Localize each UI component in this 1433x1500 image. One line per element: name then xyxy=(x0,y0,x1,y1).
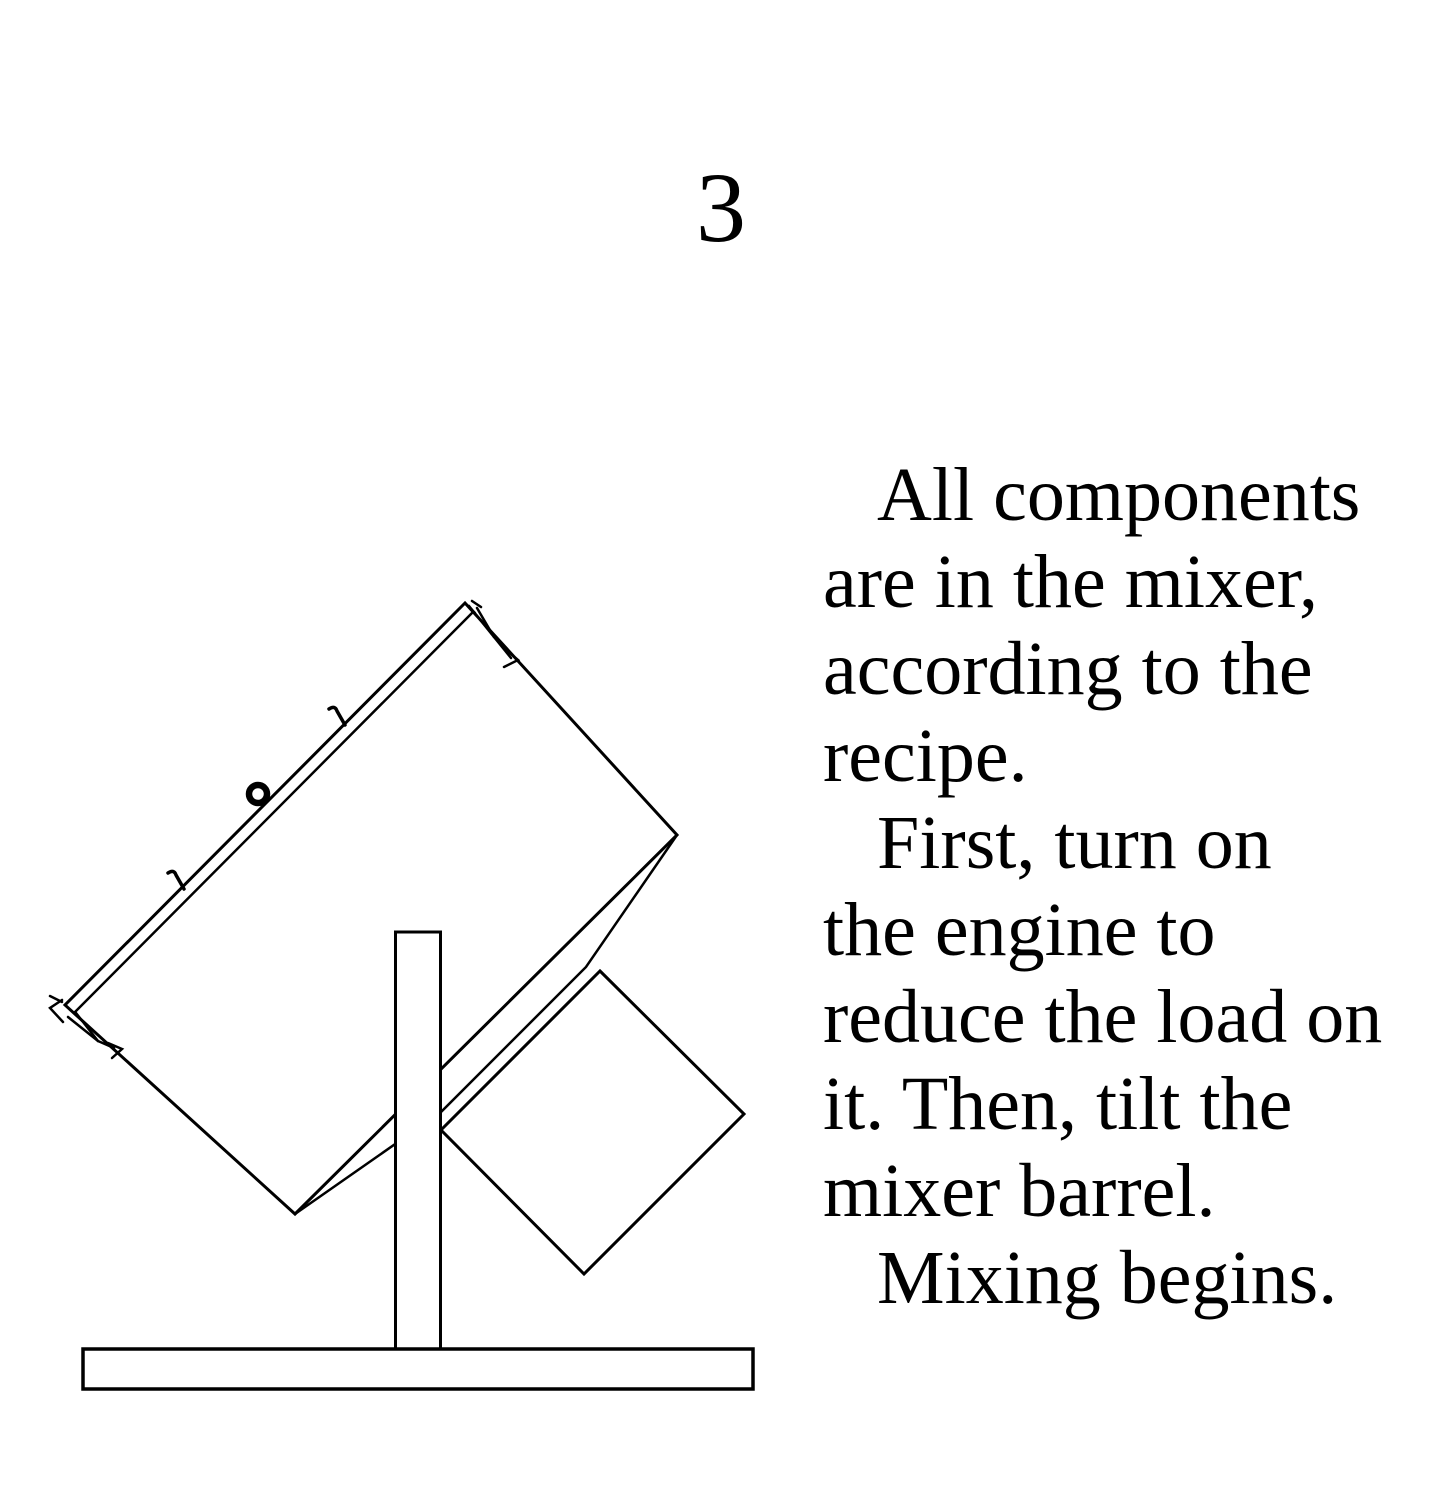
support-post xyxy=(396,932,441,1349)
instruction-line: are in the mixer, xyxy=(823,540,1318,624)
instruction-line: First, turn on xyxy=(877,801,1272,885)
instruction-line: recipe. xyxy=(823,714,1028,798)
instruction-line: the engine to xyxy=(823,888,1216,972)
instruction-line: it. Then, tilt the xyxy=(823,1062,1293,1146)
instruction-line: reduce the load on xyxy=(823,975,1383,1059)
instruction-text-block xyxy=(823,452,1423,1322)
instruction-line: All components xyxy=(877,453,1361,537)
page-number: 3 xyxy=(696,152,746,263)
lid-peg-upper-icon xyxy=(329,707,345,725)
instruction-line: according to the xyxy=(823,627,1313,711)
lifting-ring-icon xyxy=(249,785,267,803)
lid-peg-lower-icon xyxy=(168,871,184,889)
instruction-line: mixer barrel. xyxy=(823,1149,1216,1233)
base-plate xyxy=(83,1349,753,1389)
instruction-line: Mixing begins. xyxy=(877,1236,1338,1320)
